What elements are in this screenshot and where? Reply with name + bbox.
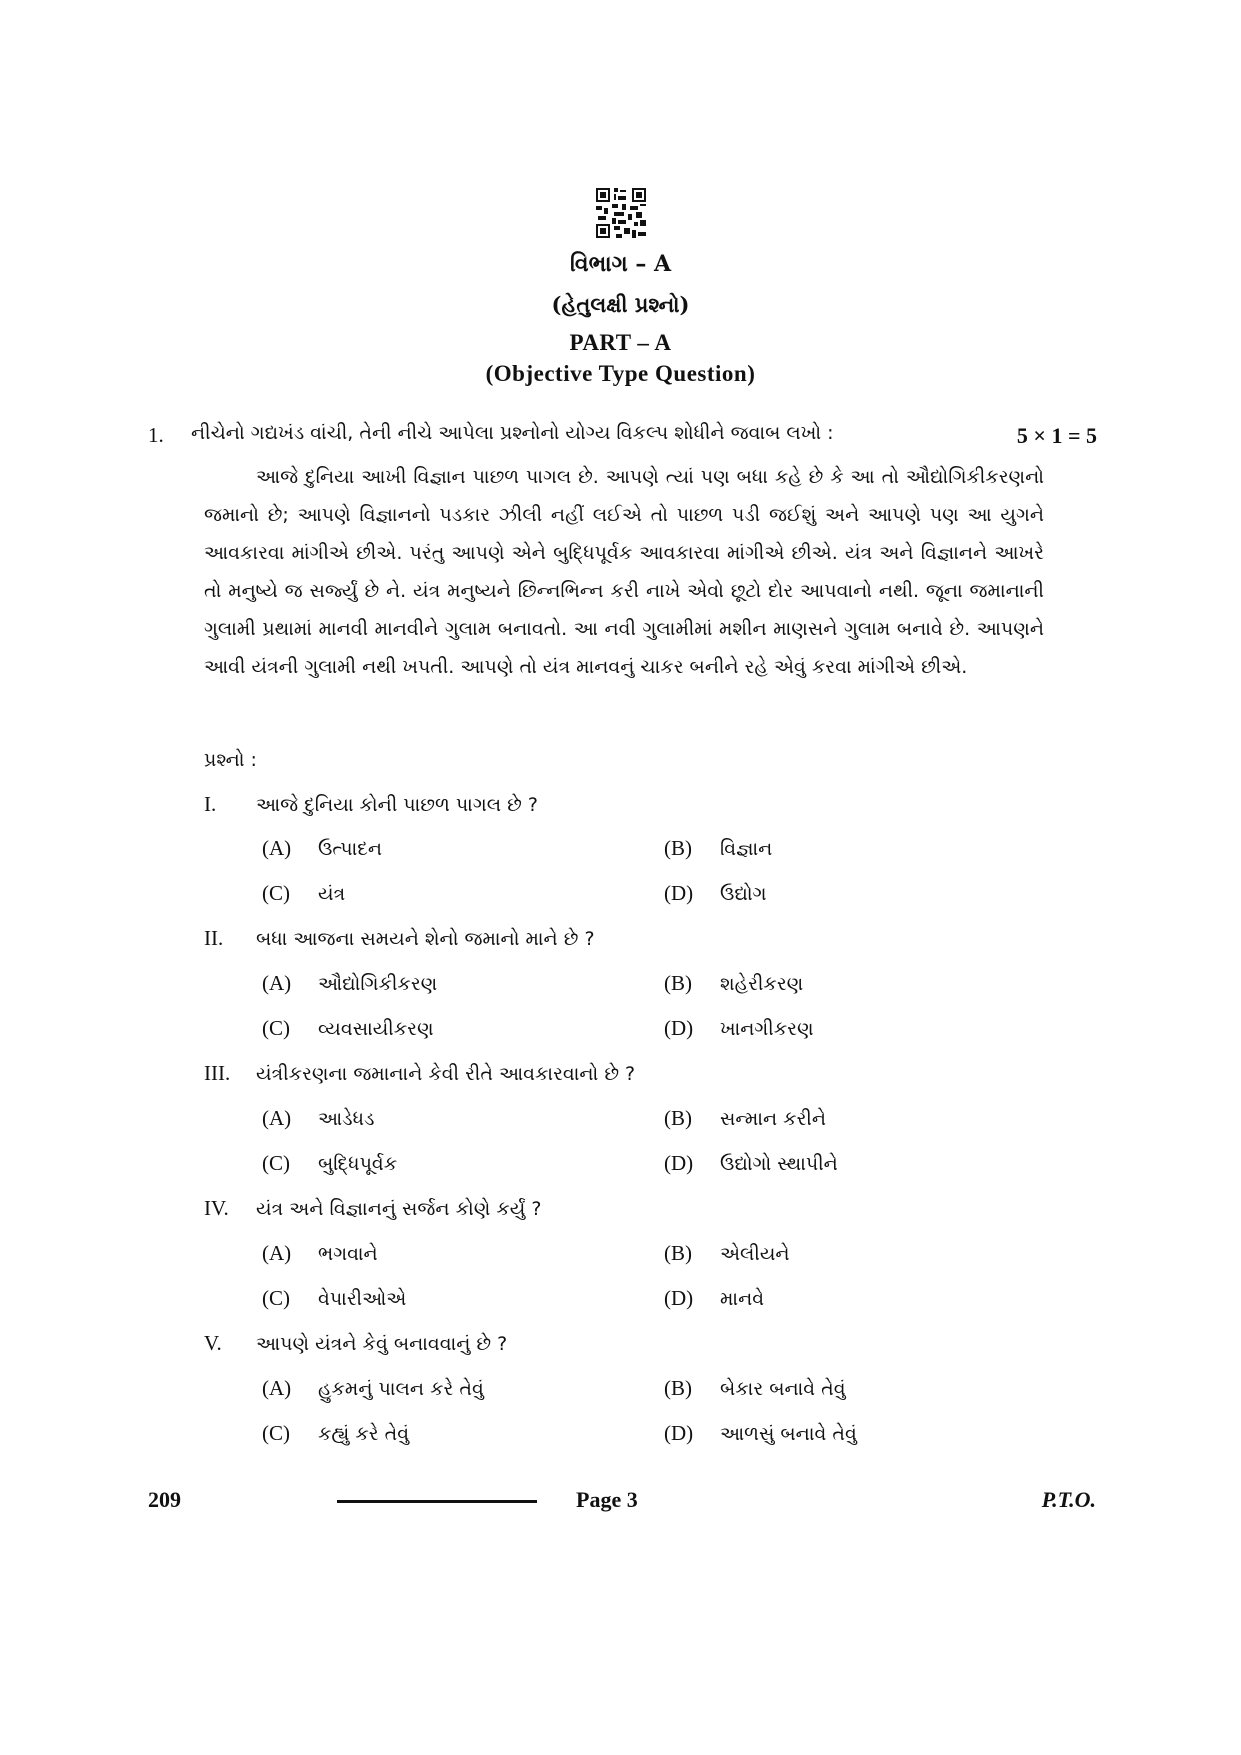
qr-code-icon bbox=[596, 188, 646, 238]
option-text: સન્માન કરીને bbox=[720, 1108, 826, 1130]
option-4c bbox=[262, 1286, 406, 1311]
option-text: વ્યવસાયીકરણ bbox=[318, 1018, 434, 1040]
sub-question-3 bbox=[204, 1061, 635, 1086]
option-2b bbox=[664, 971, 803, 996]
option-text: બેકાર બનાવે તેવું bbox=[720, 1378, 846, 1400]
sub-question-number: V. bbox=[204, 1331, 222, 1355]
option-4d bbox=[664, 1286, 764, 1311]
option-letter: (D) bbox=[664, 1016, 694, 1040]
option-3d bbox=[664, 1151, 838, 1176]
section-subtitle-english: (Objective Type Question) bbox=[485, 361, 756, 386]
option-4a bbox=[262, 1241, 378, 1266]
option-letter: (A) bbox=[262, 1106, 292, 1130]
option-1d bbox=[664, 881, 766, 906]
option-text: વિજ્ઞાન bbox=[720, 838, 773, 860]
sub-question-text: બધા આજના સમયને શેનો જમાનો માને છે ? bbox=[256, 928, 595, 950]
option-1c bbox=[262, 881, 345, 906]
option-letter: (A) bbox=[262, 971, 292, 995]
option-text: આડેધડ bbox=[318, 1108, 375, 1130]
option-letter: (D) bbox=[664, 1421, 694, 1445]
option-letter: (C) bbox=[262, 1286, 290, 1310]
option-text: હુકમનું પાલન કરે તેવું bbox=[318, 1378, 484, 1400]
option-text: આળસું બનાવે તેવું bbox=[720, 1423, 857, 1445]
page-number: Page 3 bbox=[576, 1487, 638, 1512]
option-text: બુદ્ધિપૂર્વક bbox=[318, 1153, 398, 1175]
paper-code: 209 bbox=[148, 1487, 181, 1512]
option-5c bbox=[262, 1421, 409, 1446]
pto-label: P.T.O. bbox=[1041, 1487, 1096, 1512]
option-2d bbox=[664, 1016, 814, 1041]
sub-question-text: યંત્રીકરણના જમાનાને કેવી રીતે આવકારવાનો છે ? bbox=[256, 1063, 636, 1085]
option-1a bbox=[262, 836, 382, 861]
option-letter: (B) bbox=[664, 1241, 692, 1265]
option-5a bbox=[262, 1376, 484, 1401]
footer-divider bbox=[337, 1500, 537, 1503]
option-letter: (B) bbox=[664, 1106, 692, 1130]
questions-label: પ્રશ્નો : bbox=[204, 749, 257, 771]
option-letter: (D) bbox=[664, 1286, 694, 1310]
sub-question-number: II. bbox=[204, 926, 224, 950]
section-title-english: PART – A bbox=[569, 330, 672, 355]
option-text: ભગવાને bbox=[318, 1243, 378, 1265]
question-number: 1. bbox=[148, 423, 164, 447]
option-5d bbox=[664, 1421, 857, 1446]
option-4b bbox=[664, 1241, 790, 1266]
sub-question-number: I. bbox=[204, 792, 217, 816]
option-text: ઔદ્યોગિકીકરણ bbox=[318, 973, 438, 995]
option-letter: (A) bbox=[262, 1376, 292, 1400]
option-letter: (A) bbox=[262, 1241, 292, 1265]
reading-passage: આજે દુનિયા આખી વિજ્ઞાન પાછળ પાગલ છે. આપણે ત્યાં પણ બધા કહે છે કે આ તો ઔદ્યોગિકીકરણનો જમાનો છે; આપણે વિજ્ઞાનનો પડકાર ઝીલી નહીં લઈએ તો પાછળ પડી જઈશું અને આપણે પણ આ યુગને આવકારવા માંગીએ છીએ. પરંતુ આપણે એને બુદ્ધિપૂર્વક આવકારવા માંગીએ છીએ. યંત્ર અને વિજ્ઞાનને આખરે તો મનુષ્યે જ સર્જ્યું છે ને. યંત્ર મનુષ્યને છિન્નભિન્ન કરી નાખે એવો છૂટો દોર આપવાનો નથી. જૂના જમાનાની ગુલામી પ્રથામાં માનવી માનવીને ગુલામ બનાવતો. આ નવી ગુલામીમાં મશીન માણસને ગુલામ બનાવે છે. આપણને આવી યંત્રની ગુલામી નથી ખપતી. આપણે તો યંત્ર માનવનું ચાકર બનીને રહે એવું કરવા માંગીએ છીએ. bbox=[204, 466, 1044, 678]
sub-question-1 bbox=[204, 792, 538, 817]
sub-question-text: આજે દુનિયા કોની પાછળ પાગલ છે ? bbox=[256, 794, 538, 816]
option-letter: (C) bbox=[262, 1151, 290, 1175]
option-letter: (A) bbox=[262, 836, 292, 860]
sub-question-number: III. bbox=[204, 1061, 231, 1085]
option-2a bbox=[262, 971, 437, 996]
option-letter: (B) bbox=[664, 971, 692, 995]
sub-question-5 bbox=[204, 1331, 507, 1356]
option-5b bbox=[664, 1376, 846, 1401]
option-3b bbox=[664, 1106, 826, 1131]
option-1b bbox=[664, 836, 772, 861]
option-text: વેપારીઓએ bbox=[318, 1288, 407, 1310]
option-letter: (C) bbox=[262, 1016, 290, 1040]
option-text: ઉત્પાદન bbox=[318, 838, 383, 860]
section-subtitle-gujarati: (હેતુલક્ષી પ્રશ્નો) bbox=[551, 292, 690, 317]
option-text: ખાનગીકરણ bbox=[720, 1018, 814, 1040]
sub-question-4 bbox=[204, 1196, 541, 1221]
question-marks: 5 × 1 = 5 bbox=[1016, 423, 1097, 448]
option-letter: (D) bbox=[664, 1151, 694, 1175]
option-text: કહ્યું કરે તેવું bbox=[318, 1423, 410, 1445]
option-letter: (B) bbox=[664, 836, 692, 860]
option-letter: (D) bbox=[664, 881, 694, 905]
option-letter: (B) bbox=[664, 1376, 692, 1400]
option-text: યંત્ર bbox=[318, 883, 346, 905]
section-title-gujarati: વિભાગ – A bbox=[569, 251, 672, 277]
option-text: માનવે bbox=[720, 1288, 765, 1310]
option-text: ઉદ્યોગ bbox=[720, 883, 767, 905]
option-letter: (C) bbox=[262, 881, 290, 905]
sub-question-text: યંત્ર અને વિજ્ઞાનનું સર્જન કોણે કર્યું ? bbox=[256, 1198, 542, 1220]
sub-question-2 bbox=[204, 926, 595, 951]
option-3a bbox=[262, 1106, 374, 1131]
option-text: ઉદ્યોગો સ્થાપીને bbox=[720, 1153, 838, 1175]
sub-question-number: IV. bbox=[204, 1196, 229, 1220]
option-letter: (C) bbox=[262, 1421, 290, 1445]
option-2c bbox=[262, 1016, 434, 1041]
question-instruction: નીચેનો ગદ્યખંડ વાંચી, તેની નીચે આપેલા પ્રશ્નોનો યોગ્ય વિકલ્પ શોધીને જવાબ લખો : bbox=[191, 422, 834, 444]
option-text: એલીયને bbox=[720, 1243, 790, 1265]
option-3c bbox=[262, 1151, 397, 1176]
option-text: શહેરીકરણ bbox=[720, 973, 804, 995]
sub-question-text: આપણે યંત્રને કેવું બનાવવાનું છે ? bbox=[256, 1333, 508, 1355]
